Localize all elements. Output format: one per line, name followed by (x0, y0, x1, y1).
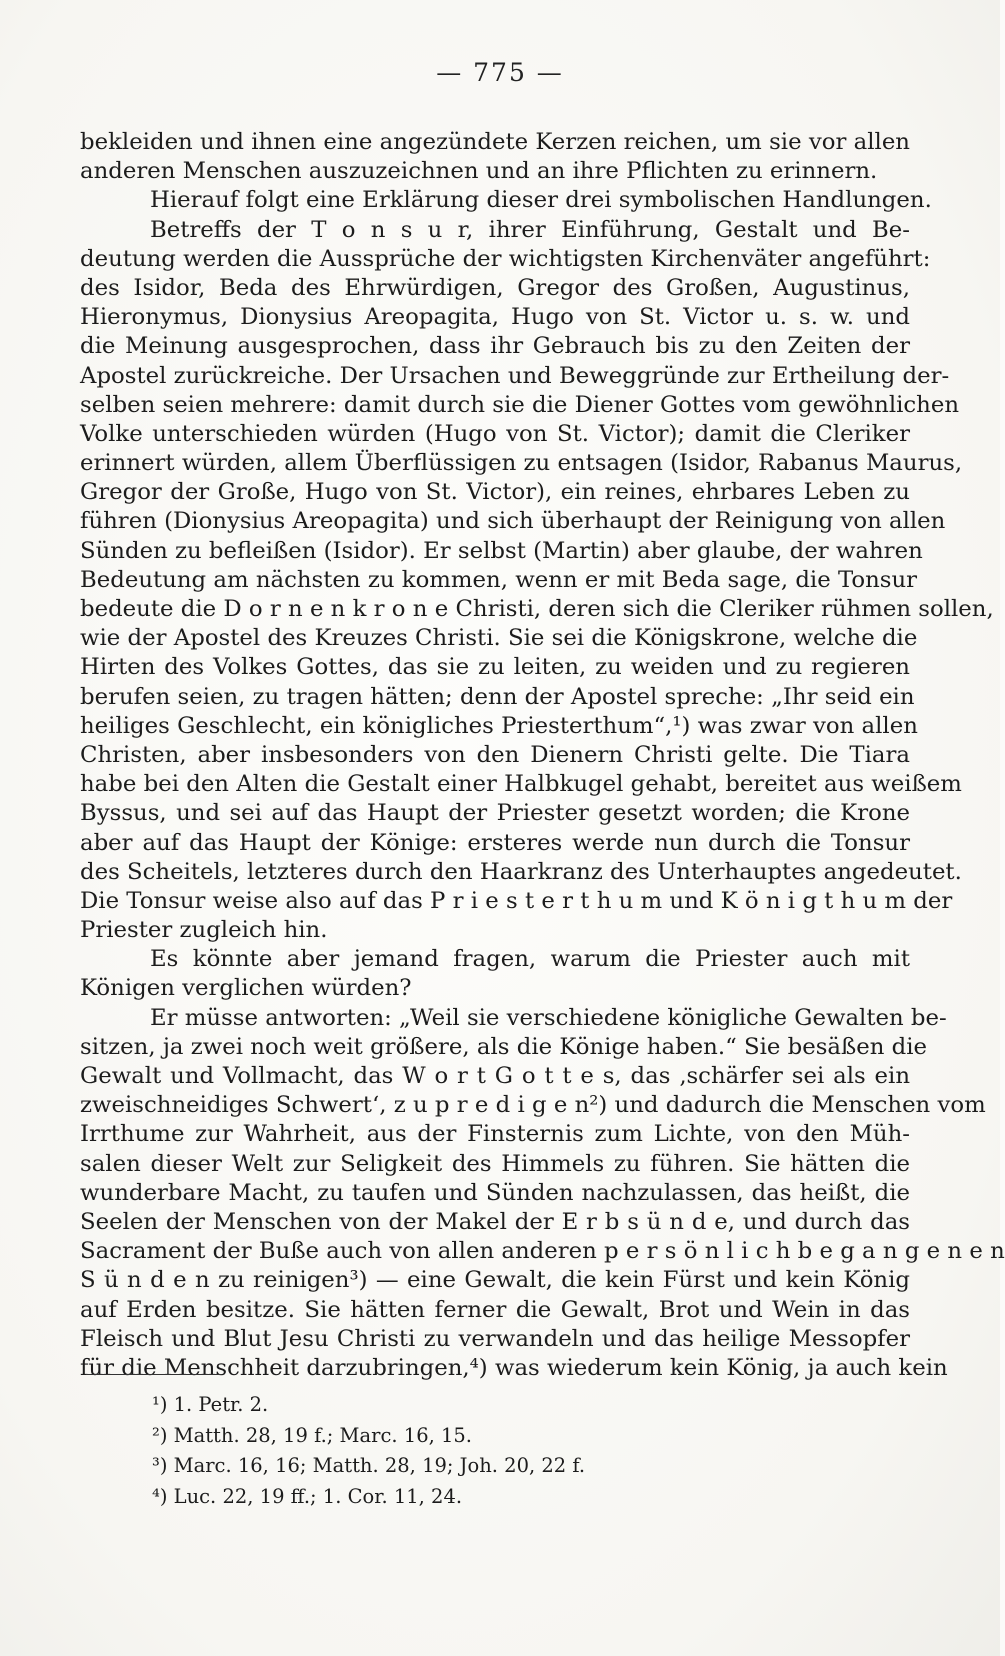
text-line: deutung werden die Aussprüche der wichtigsten Kirchenväter angeführt: (80, 245, 931, 272)
text-line: die Meinung ausgesprochen, dass ihr Gebrauch bis zu den Zeiten der (80, 333, 910, 360)
text-line: anderen Menschen auszuzeichnen und an ihre Pflichten zu erinnern. (80, 158, 878, 185)
text-line: wie der Apostel des Kreuzes Christi. Sie sei die Königskrone, welche die (80, 625, 918, 652)
footnotes (152, 1390, 852, 1512)
text-line: Sacrament der Buße auch von allen anderen p e r s ö n l i c h b e g a n g e n e n (80, 1238, 1005, 1265)
text-line: Gregor der Große, Hugo von St. Victor), ein reines, ehrbares Leben zu (80, 479, 910, 506)
text-line: Betreffs der T o n s u r, ihrer Einführung, Gestalt und Be- (150, 216, 910, 243)
text-line: für die Menschheit darzubringen,⁴) was wiederum kein König, ja auch kein (80, 1354, 948, 1381)
text-line: Priester zugleich hin. (80, 917, 328, 944)
text-line: Es könnte aber jemand fragen, warum die Priester auch mit (150, 946, 910, 973)
text-line: Hieronymus, Dionysius Areopagita, Hugo von St. Victor u. s. w. und (80, 304, 910, 331)
text-line: wunderbare Macht, zu taufen und Sünden nachzulassen, das heißt, die (80, 1179, 910, 1206)
text-line: Volke unterschieden würden (Hugo von St. Victor); damit die Cleriker (80, 420, 910, 447)
text-line: habe bei den Alten die Gestalt einer Halbkugel gehabt, bereitet aus weißem (80, 771, 962, 798)
text-line: heiliges Geschlecht, ein königliches Priesterthum“,¹) was zwar von allen (80, 712, 918, 739)
text-line: bekleiden und ihnen eine angezündete Kerzen reichen, um sie vor allen (80, 129, 910, 155)
text-line: Christen, aber insbesonders von den Dienern Christi gelte. Die Tiara (80, 741, 910, 768)
text-line: zweischneidiges Schwert‘, z u p r e d i g e n²) und dadurch die Menschen vom (80, 1092, 986, 1119)
text-line: Hierauf folgt eine Erklärung dieser drei symbolischen Handlungen. (150, 187, 932, 214)
text-line: Sünden zu befleißen (Isidor). Er selbst (Martin) aber glaube, der wahren (80, 537, 923, 564)
text-line: Er müsse antworten: „Weil sie verschiedene königliche Gewalten be- (150, 1004, 947, 1031)
footnote: ³) Marc. 16, 16; Matth. 28, 19; Joh. 20, 22 f. (152, 1454, 586, 1477)
footnote: ¹) 1. Petr. 2. (152, 1393, 269, 1416)
text-line: Seelen der Menschen von der Makel der E r b s ü n d e, und durch das (80, 1208, 910, 1235)
text-line: bedeute die D o r n e n k r o n e Christi, deren sich die Cleriker rühmen sollen, (80, 596, 994, 622)
text-line: salen dieser Welt zur Seligkeit des Himmels zu führen. Sie hätten die (80, 1150, 910, 1177)
text-line: führen (Dionysius Areopagita) und sich überhaupt der Reinigung von allen (80, 508, 946, 535)
text-line: S ü n d e n zu reinigen³) — eine Gewalt, die kein Fürst und kein König (80, 1267, 910, 1294)
text-line: Königen verglichen würden? (80, 975, 412, 1002)
text-line: des Isidor, Beda des Ehrwürdigen, Gregor des Großen, Augustinus, (80, 274, 910, 301)
text-line: Fleisch und Blut Jesu Christi zu verwandeln und das heilige Messopfer (80, 1325, 910, 1352)
text-line: Gewalt und Vollmacht, das W o r t G o t t e s, das ‚schärfer sei als ein (80, 1063, 910, 1089)
text-line: Bedeutung am nächsten zu kommen, wenn er mit Beda sage, die Tonsur (80, 566, 918, 593)
text-line: des Scheitels, letzteres durch den Haarkranz des Unterhauptes angedeutet. (80, 858, 962, 885)
text-line: auf Erden besitze. Sie hätten ferner die Gewalt, Brot und Wein in das (80, 1296, 910, 1323)
text-line: berufen seien, zu tragen hätten; denn der Apostel spreche: „Ihr seid ein (80, 683, 915, 710)
footnote: ⁴) Luc. 22, 19 ff.; 1. Cor. 11, 24. (152, 1484, 463, 1508)
text-line: Die Tonsur weise also auf das P r i e s t e r t h u m und K ö n i g t h u m der (80, 887, 953, 914)
text-line: Hirten des Volkes Gottes, das sie zu leiten, zu weiden und zu regieren (80, 654, 910, 681)
page-number: — 775 — (436, 58, 564, 87)
text-line: sitzen, ja zwei noch weit größere, als die Könige haben.“ Sie besäßen die (80, 1033, 928, 1060)
text-line: Byssus, und sei auf das Haupt der Priester gesetzt worden; die Krone (80, 800, 910, 827)
text-line: selben seien mehrere: damit durch sie die Diener Gottes vom gewöhnlichen (80, 391, 960, 418)
text-line: aber auf das Haupt der Könige: ersteres werde nun durch die Tonsur (80, 829, 910, 856)
main-text (80, 128, 1005, 1383)
text-line: erinnert würden, allem Überflüssigen zu entsagen (Isidor, Rabanus Maurus, (80, 450, 963, 477)
footnote: ²) Matth. 28, 19 f.; Marc. 16, 15. (152, 1423, 473, 1447)
text-line: Irrthume zur Wahrheit, aus der Finsternis zum Lichte, von den Müh- (80, 1121, 910, 1148)
footnote-divider (86, 1374, 221, 1375)
text-line: Apostel zurückreiche. Der Ursachen und Beweggründe zur Ertheilung der- (80, 362, 950, 389)
